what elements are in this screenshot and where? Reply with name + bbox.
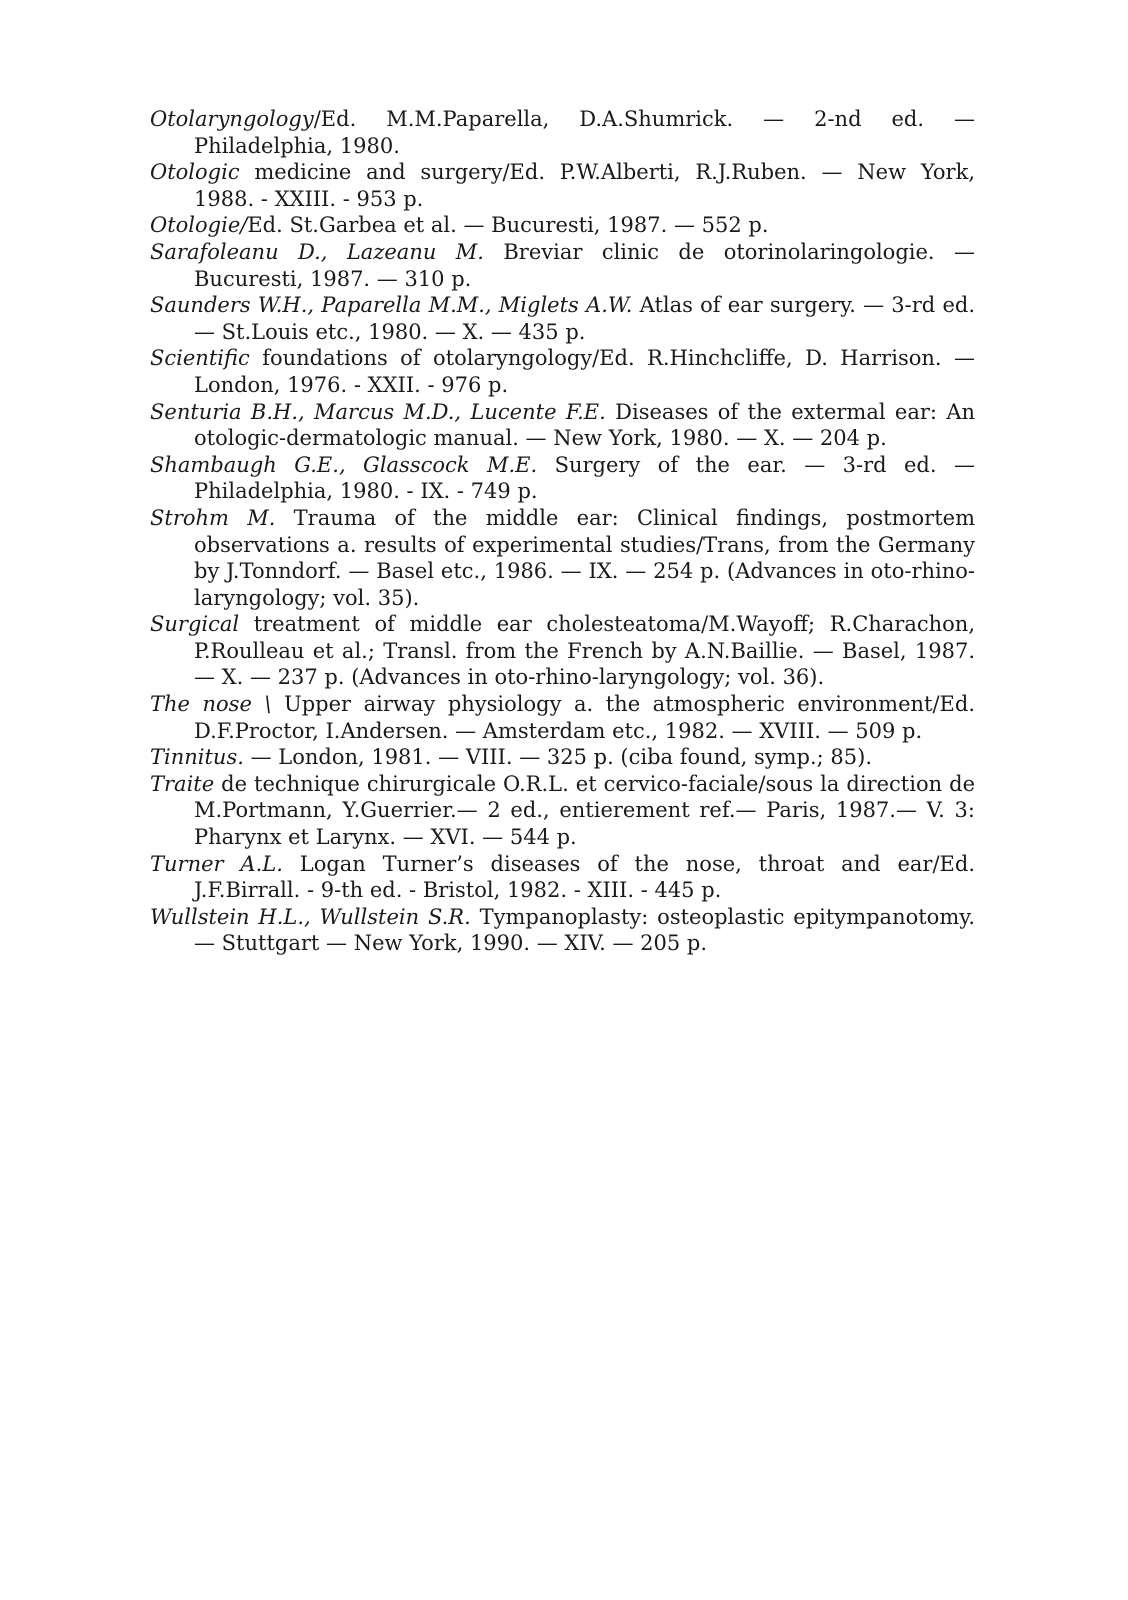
entry-text: Logan Turner’s diseases of the nose, throat and ear/Ed. J.F.Birrall. - 9-th ed. - Bristol, 1982. - XIII. - 445 p.	[194, 851, 975, 903]
bibliography-entry	[150, 212, 975, 239]
entry-text: de technique chirurgicale O.R.L. et cervico-faciale/sous la direction de M.Portmann, Y.Guerrier.— 2 ed., entierement ref.— Paris, 1987.— V. 3: Pharynx et Larynx. — XVI. — 544 p.	[194, 771, 975, 850]
entry-lead: The nose \	[150, 692, 272, 717]
entry-text: Trauma of the middle ear: Clinical findings, postmortem observations a. results of experimental studies/Trans, from the Germany by J.Tonndorf. — Basel etc., 1986. — IX. — 254 p. (Advances in oto-rhino-laryngology; vol. 35).	[194, 505, 975, 610]
bibliography-entry	[150, 399, 975, 452]
entry-text: — London, 1981. — VIII. — 325 p. (ciba found, symp.; 85).	[243, 745, 873, 770]
entry-lead: Otologie/	[150, 213, 248, 238]
entry-lead: Senturia B.H., Marcus M.D., Lucente F.E.	[150, 399, 606, 424]
entry-lead: Turner A.L.	[150, 851, 283, 876]
bibliography-entry	[150, 159, 975, 212]
entry-text: Breviar clinic de otorinolaringologie. — Bucuresti, 1987. — 310 p.	[194, 239, 975, 291]
bibliography-entry	[150, 106, 975, 159]
entry-text: Upper airway physiology a. the atmospheric environment/Ed. D.F.Proctor, I.Andersen. — Amsterdam etc., 1982. — XVIII. — 509 p.	[194, 692, 975, 743]
entry-text: Ed. St.Garbea et al. — Bucuresti, 1987. — 552 p.	[247, 213, 769, 238]
bibliography-entry	[150, 505, 975, 611]
bibliography-entry	[150, 452, 975, 505]
bibliography-entry	[150, 771, 975, 851]
entry-text: /Ed. M.M.Paparella, D.A.Shumrick. — 2-nd ed. — Philadelphia, 1980.	[194, 107, 975, 158]
entry-lead: Otolaryngology	[150, 107, 314, 131]
entry-text: Atlas of ear surgery. — 3-rd ed. — St.Louis etc., 1980. — X. — 435 p.	[194, 293, 975, 344]
bibliography-entry	[150, 904, 975, 957]
entry-text: Tympanoplasty: osteoplastic epitympanotomy. — Stuttgart — New York, 1990. — XIV. — 205 p.	[194, 904, 975, 956]
entry-lead: Shambaugh G.E., Glasscock M.E.	[150, 452, 538, 477]
entry-text: Surgery of the ear. — 3-rd ed. — Philadelphia, 1980. - IX. - 749 p.	[194, 452, 975, 504]
entry-lead: Saunders W.H., Paparella M.M., Miglets A.W.	[150, 293, 633, 318]
entry-lead: Scientific	[150, 346, 250, 371]
bibliography-entry	[150, 292, 975, 345]
bibliography-entry	[150, 851, 975, 904]
entry-lead: Traite	[150, 771, 215, 796]
entry-text: medicine and surgery/Ed. P.W.Alberti, R.J.Ruben. — New York, 1988. - XXIII. - 953 p.	[194, 160, 975, 211]
entry-lead: Surgical	[150, 612, 240, 637]
bibliography-entry	[150, 691, 975, 744]
bibliography-entry	[150, 744, 975, 771]
bibliography-entry	[150, 345, 975, 398]
entry-lead: Tinnitus.	[150, 745, 244, 770]
entry-text: Diseases of the extermal ear: An otologic-dermatologic manual. — New York, 1980. — X. — 204 p.	[194, 399, 976, 451]
bibliography-list	[150, 106, 975, 957]
bibliography-entry	[150, 611, 975, 691]
bibliography-entry	[150, 239, 975, 292]
entry-text: treatment of middle ear cholesteatoma/M.Wayoff; R.Charachon, P.Roulleau et al.; Transl. from the French by A.N.Baillie. — Basel, 1987. — X. — 237 p. (Advances in oto-rhino-laryngology; vol. 36).	[194, 612, 975, 690]
entry-lead: Wullstein H.L., Wullstein S.R.	[150, 904, 471, 929]
entry-text: foundations of otolaryngology/Ed. R.Hinchcliffe, D. Harrison. — London, 1976. - XXII. - 976 p.	[194, 346, 975, 397]
entry-lead: Strohm M.	[150, 505, 276, 530]
entry-lead: Sarafoleanu D., Lazeanu M.	[150, 239, 484, 264]
entry-lead: Otologic	[150, 160, 240, 185]
